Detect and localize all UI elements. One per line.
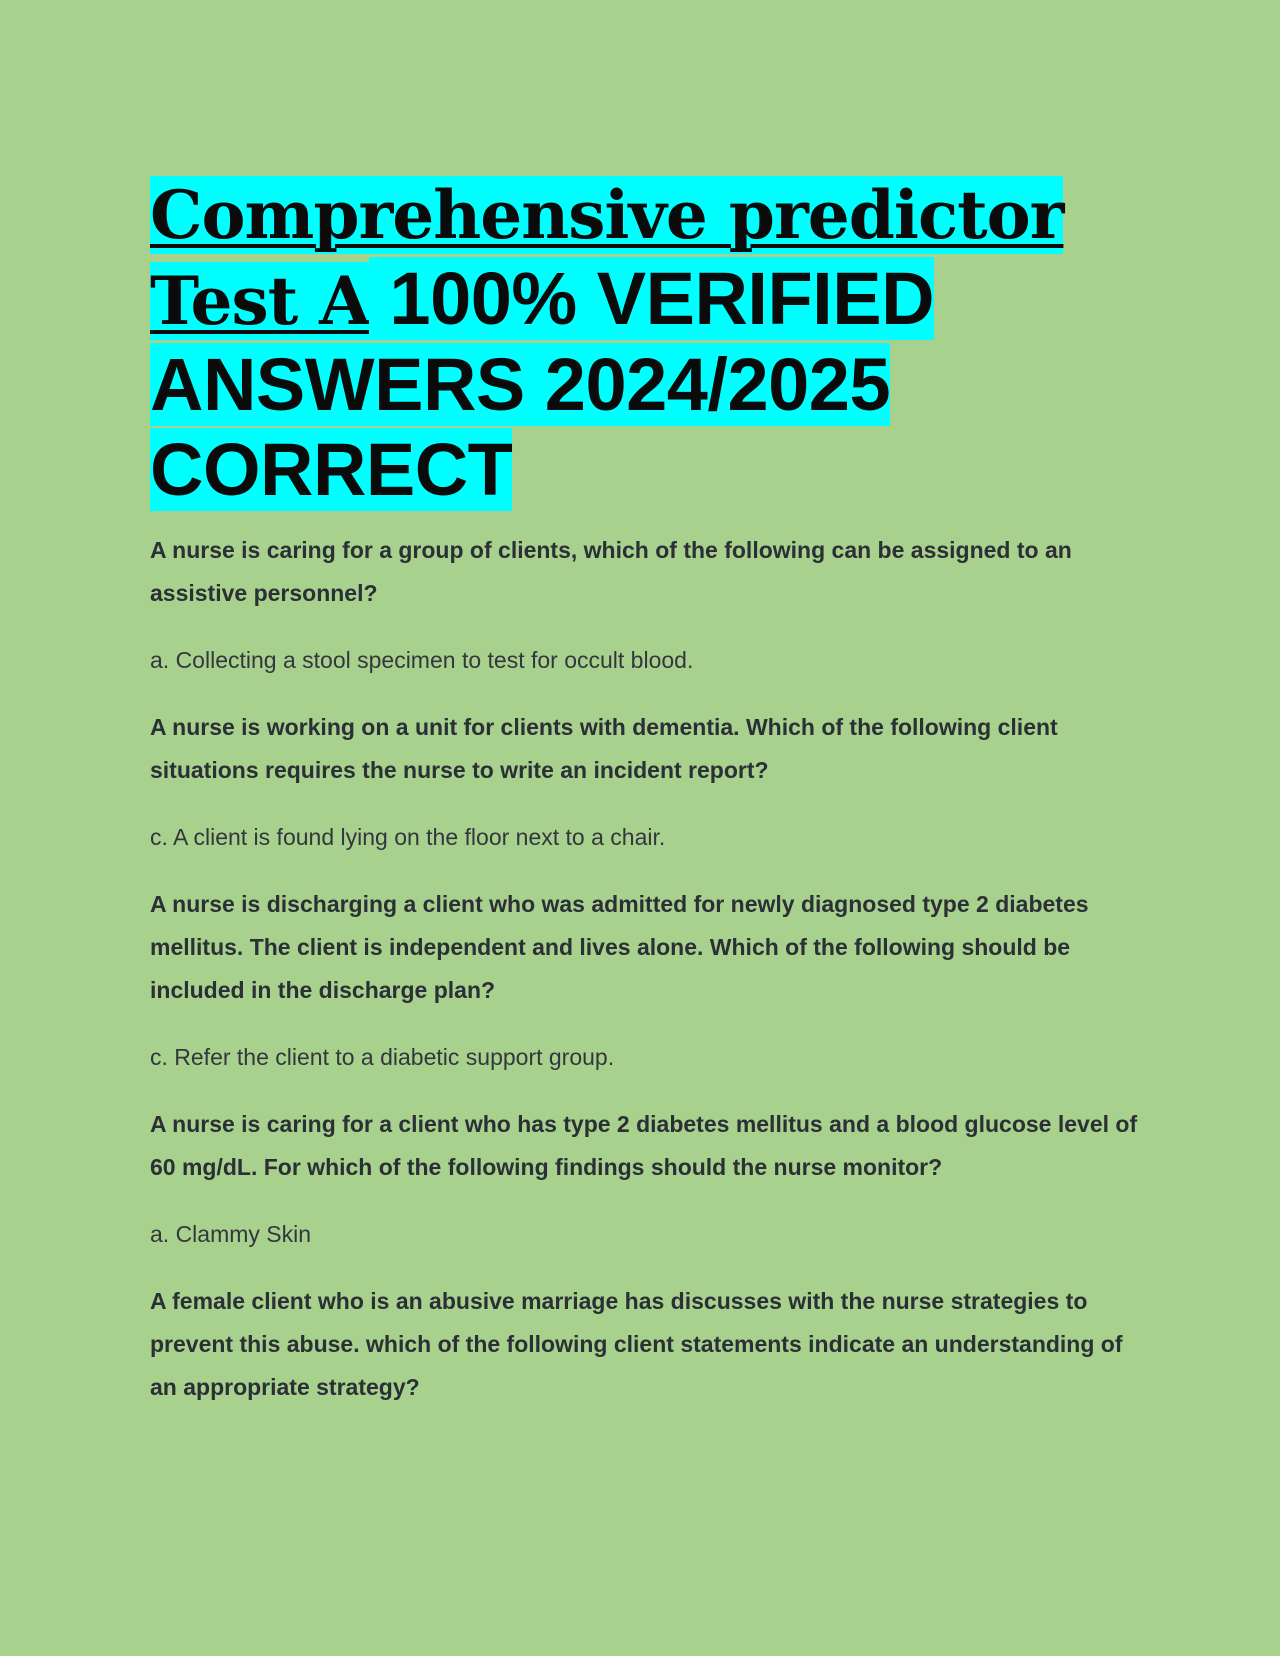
question-text: A nurse is caring for a group of clients, which of the following can be assigned to an assistive personnel? <box>150 537 1072 606</box>
answer-text: c. Refer the client to a diabetic support group. <box>150 1044 615 1070</box>
document-title <box>150 172 1140 513</box>
question-text: A nurse is caring for a client who has type 2 diabetes mellitus and a blood glucose level of 60 mg/dL. For which of the following findings should the nurse monitor? <box>150 1111 1138 1180</box>
question-text: A nurse is working on a unit for clients with dementia. Which of the following client situations requires the nurse to write an incident report? <box>150 714 1058 783</box>
title-underlined-part: Comprehensive predictor Test A <box>150 176 1064 340</box>
question-text: A nurse is discharging a client who was admitted for newly diagnosed type 2 diabetes mellitus. The client is independent and lives alone. Which of the following should be included in the discharge plan? <box>150 891 1089 1003</box>
question-list <box>150 529 1140 1409</box>
question-text: A female client who is an abusive marriage has discusses with the nurse strategies to prevent this abuse. which of the following client statements indicate an understanding of an appropriate strategy? <box>150 1288 1123 1400</box>
document-page <box>150 172 1140 1433</box>
answer-text: a. Clammy Skin <box>150 1221 312 1247</box>
answer-text: a. Collecting a stool specimen to test for occult blood. <box>150 647 694 673</box>
title-bold-part: 100% VERIFIED ANSWERS 2024/2025 CORRECT <box>150 257 935 511</box>
answer-text: c. A client is found lying on the floor next to a chair. <box>150 824 666 850</box>
